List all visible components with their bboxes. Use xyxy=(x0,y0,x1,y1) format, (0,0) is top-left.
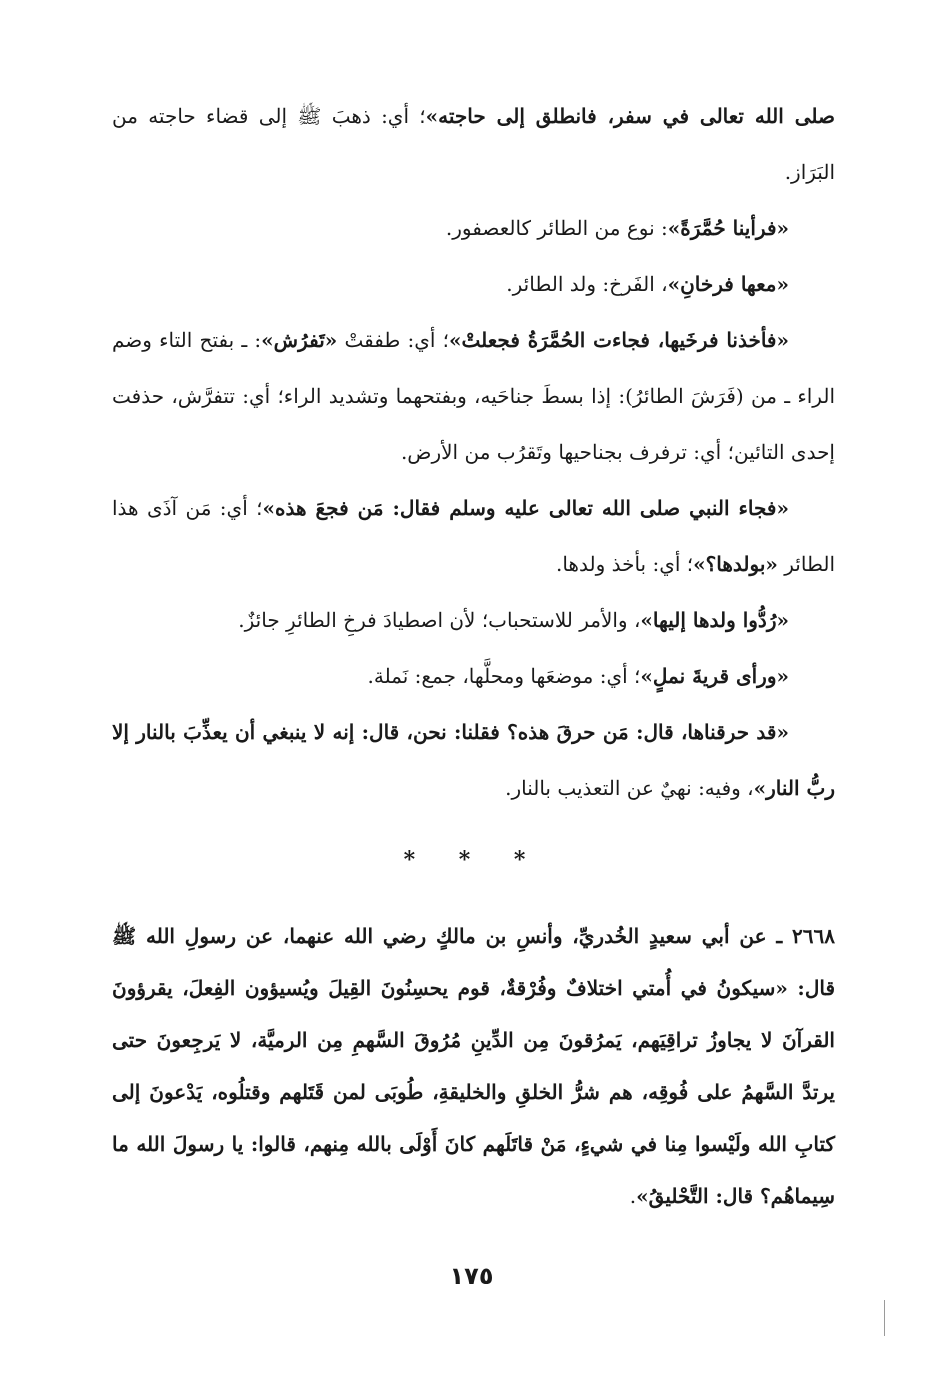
quoted-text: «قد حرقناها، قال: مَن حرقَ هذه؟ فقلنا: نحن، قال: إنه لا ينبغي أن يعذِّبَ بالنار إلا ربُّ النار» xyxy=(112,720,835,800)
commentary-paragraph xyxy=(112,704,835,816)
commentary-text: ؛ أي: طفقتْ xyxy=(337,328,450,352)
commentary-paragraph xyxy=(112,480,835,592)
margin-line xyxy=(884,1300,885,1336)
commentary-paragraph xyxy=(112,200,835,256)
commentary-paragraph xyxy=(112,88,835,200)
commentary-text: : ـ بفتح التاء وضم الراء ـ من (فَرَشَ الطائرُ): إذا بسطَ جناحَيه، وبفتحهما وتشديد الراء؛ أي: تتفرَّش، حذفت إحدى التائين؛ أي: ترفرف بجناحيها وتَقرُب من الأرض. xyxy=(112,328,835,464)
quoted-text: «رُدُّوا ولدها إليها» xyxy=(640,608,789,632)
quoted-text: صلى الله تعالى في سفر، فانطلق إلى حاجته» xyxy=(425,104,835,128)
commentary-text: ، وفيه: نهيٌ عن التعذيب بالنار. xyxy=(505,776,754,800)
commentary-text: ؛ أي: موضعَها ومحلَّها، جمع: نَملة. xyxy=(367,664,641,688)
hadith-end-punctuation: . xyxy=(629,1184,637,1208)
hadith-paragraph xyxy=(112,910,835,1222)
page-number: ١٧٥ xyxy=(449,1262,494,1290)
commentary-text: ؛ أي: ذهبَ ﷺ إلى قضاء حاجته من البَرَاز. xyxy=(112,104,835,184)
commentary-text: ؛ أي: مَن آذَى هذا الطائر xyxy=(112,496,835,576)
quoted-text: «ورأى قريةَ نملٍ» xyxy=(640,664,789,688)
quoted-text: «تَفرُش» xyxy=(261,328,338,352)
commentary-text: : نوع من الطائر كالعصفور. xyxy=(445,216,668,240)
page-body xyxy=(112,88,835,1222)
quoted-text: «فأخذنا فرخَيها، فجاءت الحُمَّرَةُ فجعلتْ» xyxy=(449,328,789,352)
commentary-paragraph xyxy=(112,592,835,648)
commentary-paragraph xyxy=(112,256,835,312)
commentary-text: ، الفَرخ: ولد الطائر. xyxy=(506,272,668,296)
hadith-text: ٢٦٦٨ ـ عن أبي سعيدٍ الخُدريِّ، وأنسِ بن مالكٍ رضي الله عنهما، عن رسولِ الله ﷺ قال: «سيكونُ في أُمتي اختلافٌ وفُرْقةٌ، قوم يحسِنُونَ القِيلَ ويُسيؤون الفِعلَ، يقرؤونَ القرآنَ لا يجاوزُ تراقِيَهم، يَمرُقونَ مِن الدِّينِ مُرُوقَ السَّهمِ مِن الرميَّة، لا يَرجِعونَ حتى يرتدَّ السَّهمُ على فُوقِه، هم شرُّ الخلقِ والخليقةِ، طُوبَى لمن قَتَلهم وقتلُوه، يَدْعونَ إلى كتابِ الله ولَيْسوا مِنا في شيءٍ، مَنْ قاتَلَهم كانَ أَوْلَى بالله مِنهم، قالوا: يا رسولَ الله ما سِيماهُم؟ قال: التَّحْليقُ» xyxy=(112,924,835,1208)
quoted-text: «معها فرخانِ» xyxy=(667,272,789,296)
quoted-text: «فجاء النبي صلى الله تعالى عليه وسلم فقال: مَن فجعَ هذه» xyxy=(262,496,789,520)
section-separator: * * * xyxy=(403,847,544,873)
quoted-text: «بولدها؟» xyxy=(693,552,778,576)
commentary-paragraph xyxy=(112,648,835,704)
quoted-text: «فرأينا حُمَّرَةً» xyxy=(667,216,789,240)
commentary-text: ؛ أي: بأخذ ولدها. xyxy=(555,552,694,576)
commentary-paragraph xyxy=(112,312,835,480)
commentary-text: ، والأمر للاستحباب؛ لأن اصطيادَ فرخِ الطائرِ جائزٌ. xyxy=(238,608,641,632)
